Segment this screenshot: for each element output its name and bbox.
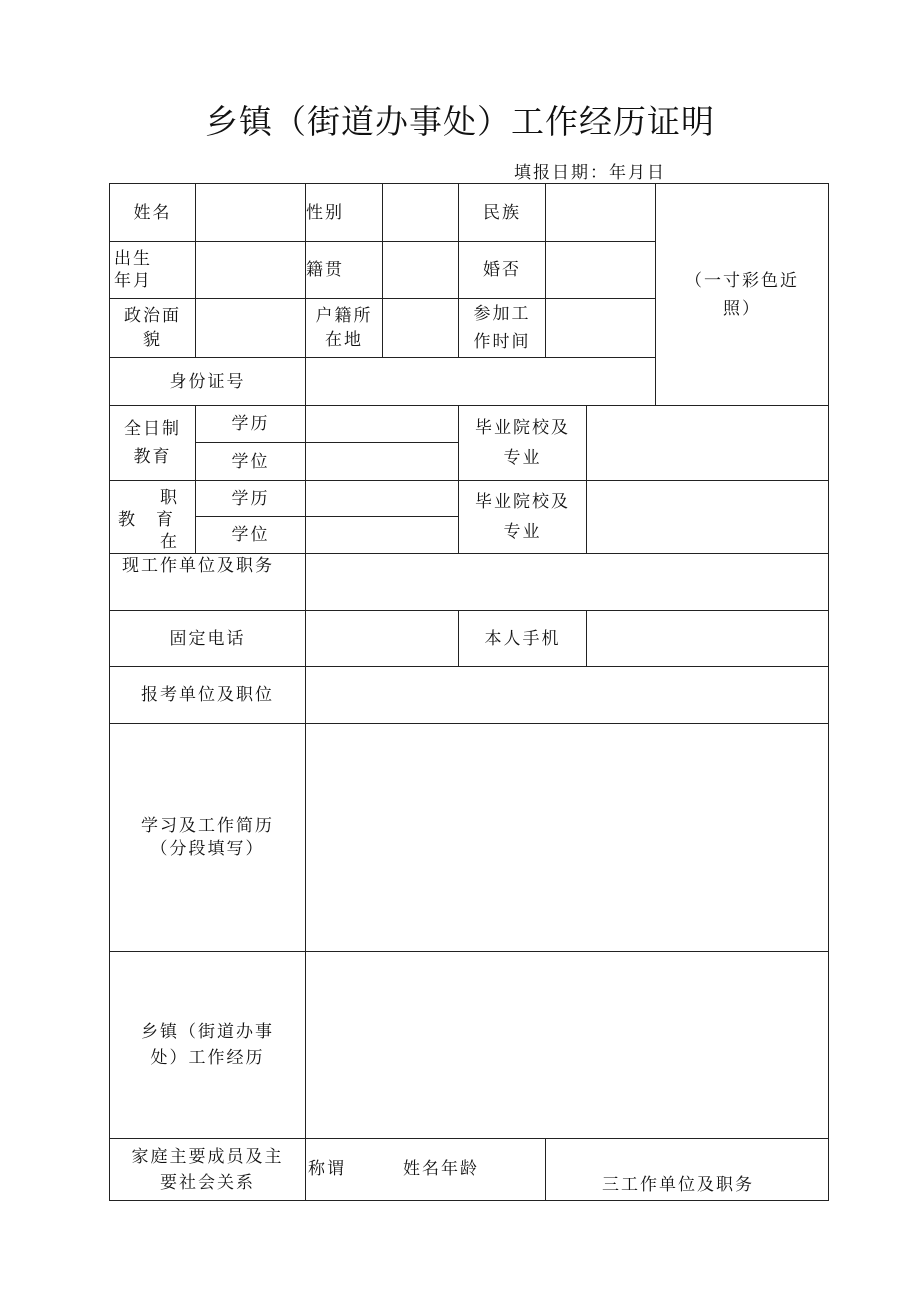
field-inservice-degree[interactable]	[305, 516, 459, 554]
field-township-exp[interactable]	[305, 951, 829, 1139]
label-fulltime-school: 毕业院校及 专业	[458, 405, 587, 481]
family-column-work: 三工作单位及职务	[545, 1138, 829, 1201]
label-fulltime-degree: 学位	[195, 442, 306, 481]
field-work-start[interactable]	[545, 298, 656, 358]
label-name: 姓名	[109, 183, 196, 242]
label-id-number: 身份证号	[109, 357, 306, 406]
field-fulltime-degree[interactable]	[305, 442, 459, 481]
label-current-job: 现工作单位及职务	[109, 553, 306, 611]
field-inservice-school[interactable]	[586, 480, 829, 554]
label-inservice-degree-edu: 学历	[195, 480, 306, 517]
field-fulltime-degree-edu[interactable]	[305, 405, 459, 443]
label-household: 户籍所 在地	[305, 298, 383, 358]
field-gender[interactable]	[382, 183, 459, 242]
label-native-place: 籍贯	[305, 241, 383, 299]
label-work-start: 参加工 作时间	[458, 298, 546, 358]
label-fulltime-edu: 全日制 教育	[109, 405, 196, 481]
label-resume: 学习及工作简历 （分段填写）	[109, 723, 306, 952]
label-marital: 婚否	[458, 241, 546, 299]
label-political: 政治面 貌	[109, 298, 196, 358]
page-title: 乡镇（街道办事处）工作经历证明	[205, 102, 715, 141]
label-apply-position: 报考单位及职位	[109, 666, 306, 724]
label-family: 家庭主要成员及主 要社会关系	[109, 1138, 306, 1201]
label-fulltime-degree-edu: 学历	[195, 405, 306, 443]
field-native-place[interactable]	[382, 241, 459, 299]
label-inservice-edu: 职 教 育 在	[109, 480, 196, 554]
field-apply-position[interactable]	[305, 666, 829, 724]
field-marital[interactable]	[545, 241, 656, 299]
label-inservice-school: 毕业院校及 专业	[458, 480, 587, 554]
label-inservice-degree: 学位	[195, 516, 306, 554]
label-gender: 性别	[305, 183, 383, 242]
field-birth[interactable]	[195, 241, 306, 299]
field-household[interactable]	[382, 298, 459, 358]
field-fulltime-school[interactable]	[586, 405, 829, 481]
fill-date: 填报日期：年月日	[514, 163, 666, 183]
field-political[interactable]	[195, 298, 306, 358]
field-name[interactable]	[195, 183, 306, 242]
label-ethnicity: 民族	[458, 183, 546, 242]
label-mobile: 本人手机	[458, 610, 587, 667]
label-landline: 固定电话	[109, 610, 306, 667]
field-inservice-degree-edu[interactable]	[305, 480, 459, 517]
field-ethnicity[interactable]	[545, 183, 656, 242]
photo-label: （一寸彩色近照）	[685, 270, 799, 319]
field-resume[interactable]	[305, 723, 829, 952]
photo-box[interactable]	[655, 183, 829, 406]
label-birth: 出生 年月	[109, 241, 196, 299]
field-id-number[interactable]	[305, 357, 656, 406]
family-columns: 称谓 姓名年龄	[305, 1138, 546, 1201]
field-landline[interactable]	[305, 610, 459, 667]
field-mobile[interactable]	[586, 610, 829, 667]
label-township-exp: 乡镇（街道办事 处）工作经历	[109, 951, 306, 1139]
field-current-job[interactable]	[305, 553, 829, 611]
